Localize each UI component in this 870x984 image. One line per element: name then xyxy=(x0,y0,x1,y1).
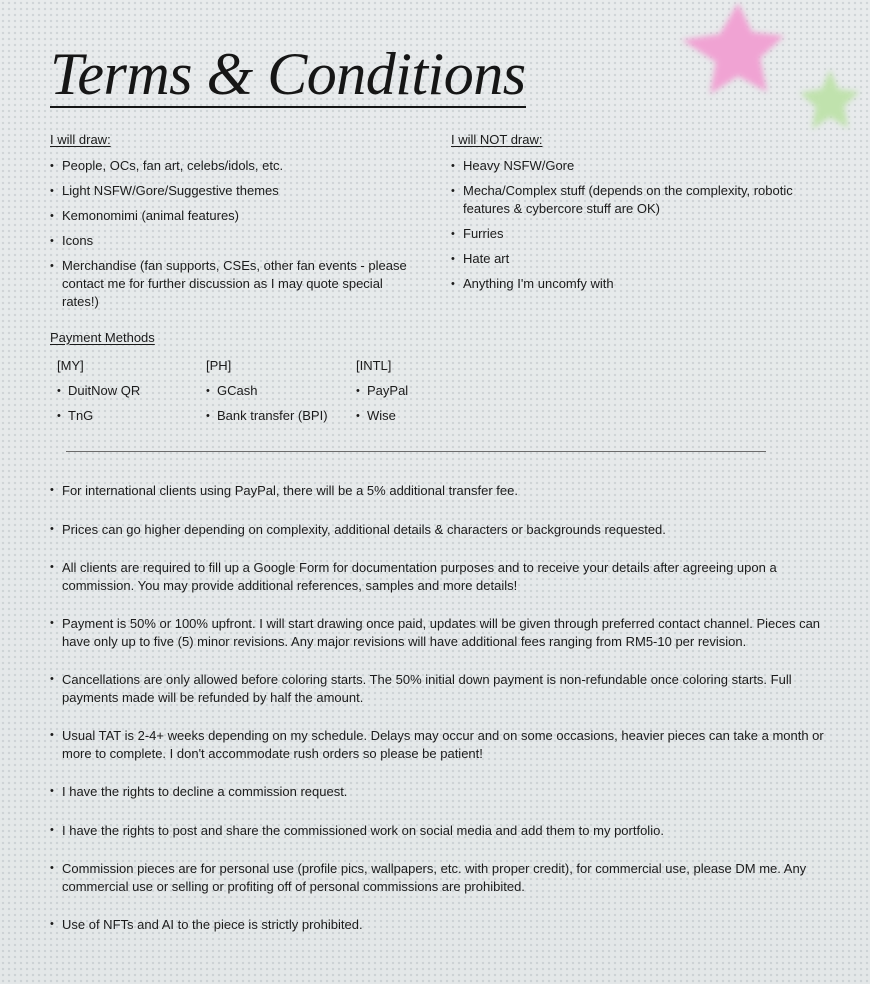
term-item: • I have the rights to decline a commission request. xyxy=(50,783,825,801)
green-star-icon xyxy=(800,70,859,129)
payment-region-ph xyxy=(206,357,328,432)
list-item: • Light NSFW/Gore/Suggestive themes xyxy=(50,182,410,200)
will-not-draw-list xyxy=(451,157,821,293)
payment-method: • Wise xyxy=(356,407,408,425)
will-draw-list xyxy=(50,157,410,311)
list-item: • Furries xyxy=(451,225,821,243)
payment-region-intl xyxy=(356,357,408,432)
payment-method: • DuitNow QR xyxy=(57,382,140,400)
list-item: • People, OCs, fan art, celebs/idols, etc. xyxy=(50,157,410,175)
list-item: • Mecha/Complex stuff (depends on the complexity, robotic features & cybercore stuff are OK) xyxy=(451,182,821,218)
region-label: [PH] xyxy=(206,358,232,373)
payment-method: • GCash xyxy=(206,382,328,400)
term-item: • Commission pieces are for personal use (profile pics, wallpapers, etc. with proper credit), for commercial use, please DM me. Any commercial use or selling or profiting off of personal commissions are prohibited. xyxy=(50,860,825,895)
payment-method: • TnG xyxy=(57,407,140,425)
list-item: • Kemonomimi (animal features) xyxy=(50,207,410,225)
payment-methods-heading: Payment Methods xyxy=(50,330,155,345)
will-not-draw-section xyxy=(451,131,821,300)
term-item: • Usual TAT is 2-4+ weeks depending on my schedule. Delays may occur and on some occasions, heavier pieces can take a month or more to complete. I don't accommodate rush orders so please be patient! xyxy=(50,727,825,762)
will-draw-section xyxy=(50,131,410,318)
term-item: • I have the rights to post and share the commissioned work on social media and add them to my portfolio. xyxy=(50,822,825,840)
will-not-draw-heading: I will NOT draw: xyxy=(451,132,543,147)
payment-region-my xyxy=(57,357,140,432)
will-draw-heading: I will draw: xyxy=(50,132,111,147)
payment-method: • PayPal xyxy=(356,382,408,400)
decorative-stars xyxy=(660,0,870,150)
payment-method: • Bank transfer (BPI) xyxy=(206,407,328,425)
term-item: • Cancellations are only allowed before coloring starts. The 50% initial down payment is non-refundable once coloring starts. Full payments made will be refunded by half the amount. xyxy=(50,671,825,706)
list-item: • Anything I'm uncomfy with xyxy=(451,275,821,293)
term-item: • For international clients using PayPal, there will be a 5% additional transfer fee. xyxy=(50,482,825,500)
list-item: • Icons xyxy=(50,232,410,250)
list-item: • Heavy NSFW/Gore xyxy=(451,157,821,175)
term-item: • Prices can go higher depending on complexity, additional details & characters or backgrounds requested. xyxy=(50,521,825,539)
list-item: • Hate art xyxy=(451,250,821,268)
list-item: • Merchandise (fan supports, CSEs, other fan events - please contact me for further discussion as I may quote special rates!) xyxy=(50,257,410,311)
pink-star-icon xyxy=(682,3,784,94)
region-label: [INTL] xyxy=(356,358,392,373)
region-label: [MY] xyxy=(57,358,84,373)
term-item: • Use of NFTs and AI to the piece is strictly prohibited. xyxy=(50,916,825,934)
term-item: • All clients are required to fill up a Google Form for documentation purposes and to receive your details after agreeing upon a commission. You may provide additional references, samples and more details! xyxy=(50,559,825,594)
term-item: • Payment is 50% or 100% upfront. I will start drawing once paid, updates will be given through preferred contact channel. Pieces can have only up to five (5) minor revisions. Any major revisions will have additional fees ranging from RM5-10 per revision. xyxy=(50,615,825,650)
page-title: Terms & Conditions xyxy=(50,41,526,107)
section-divider xyxy=(66,451,766,452)
terms-list xyxy=(50,482,825,955)
